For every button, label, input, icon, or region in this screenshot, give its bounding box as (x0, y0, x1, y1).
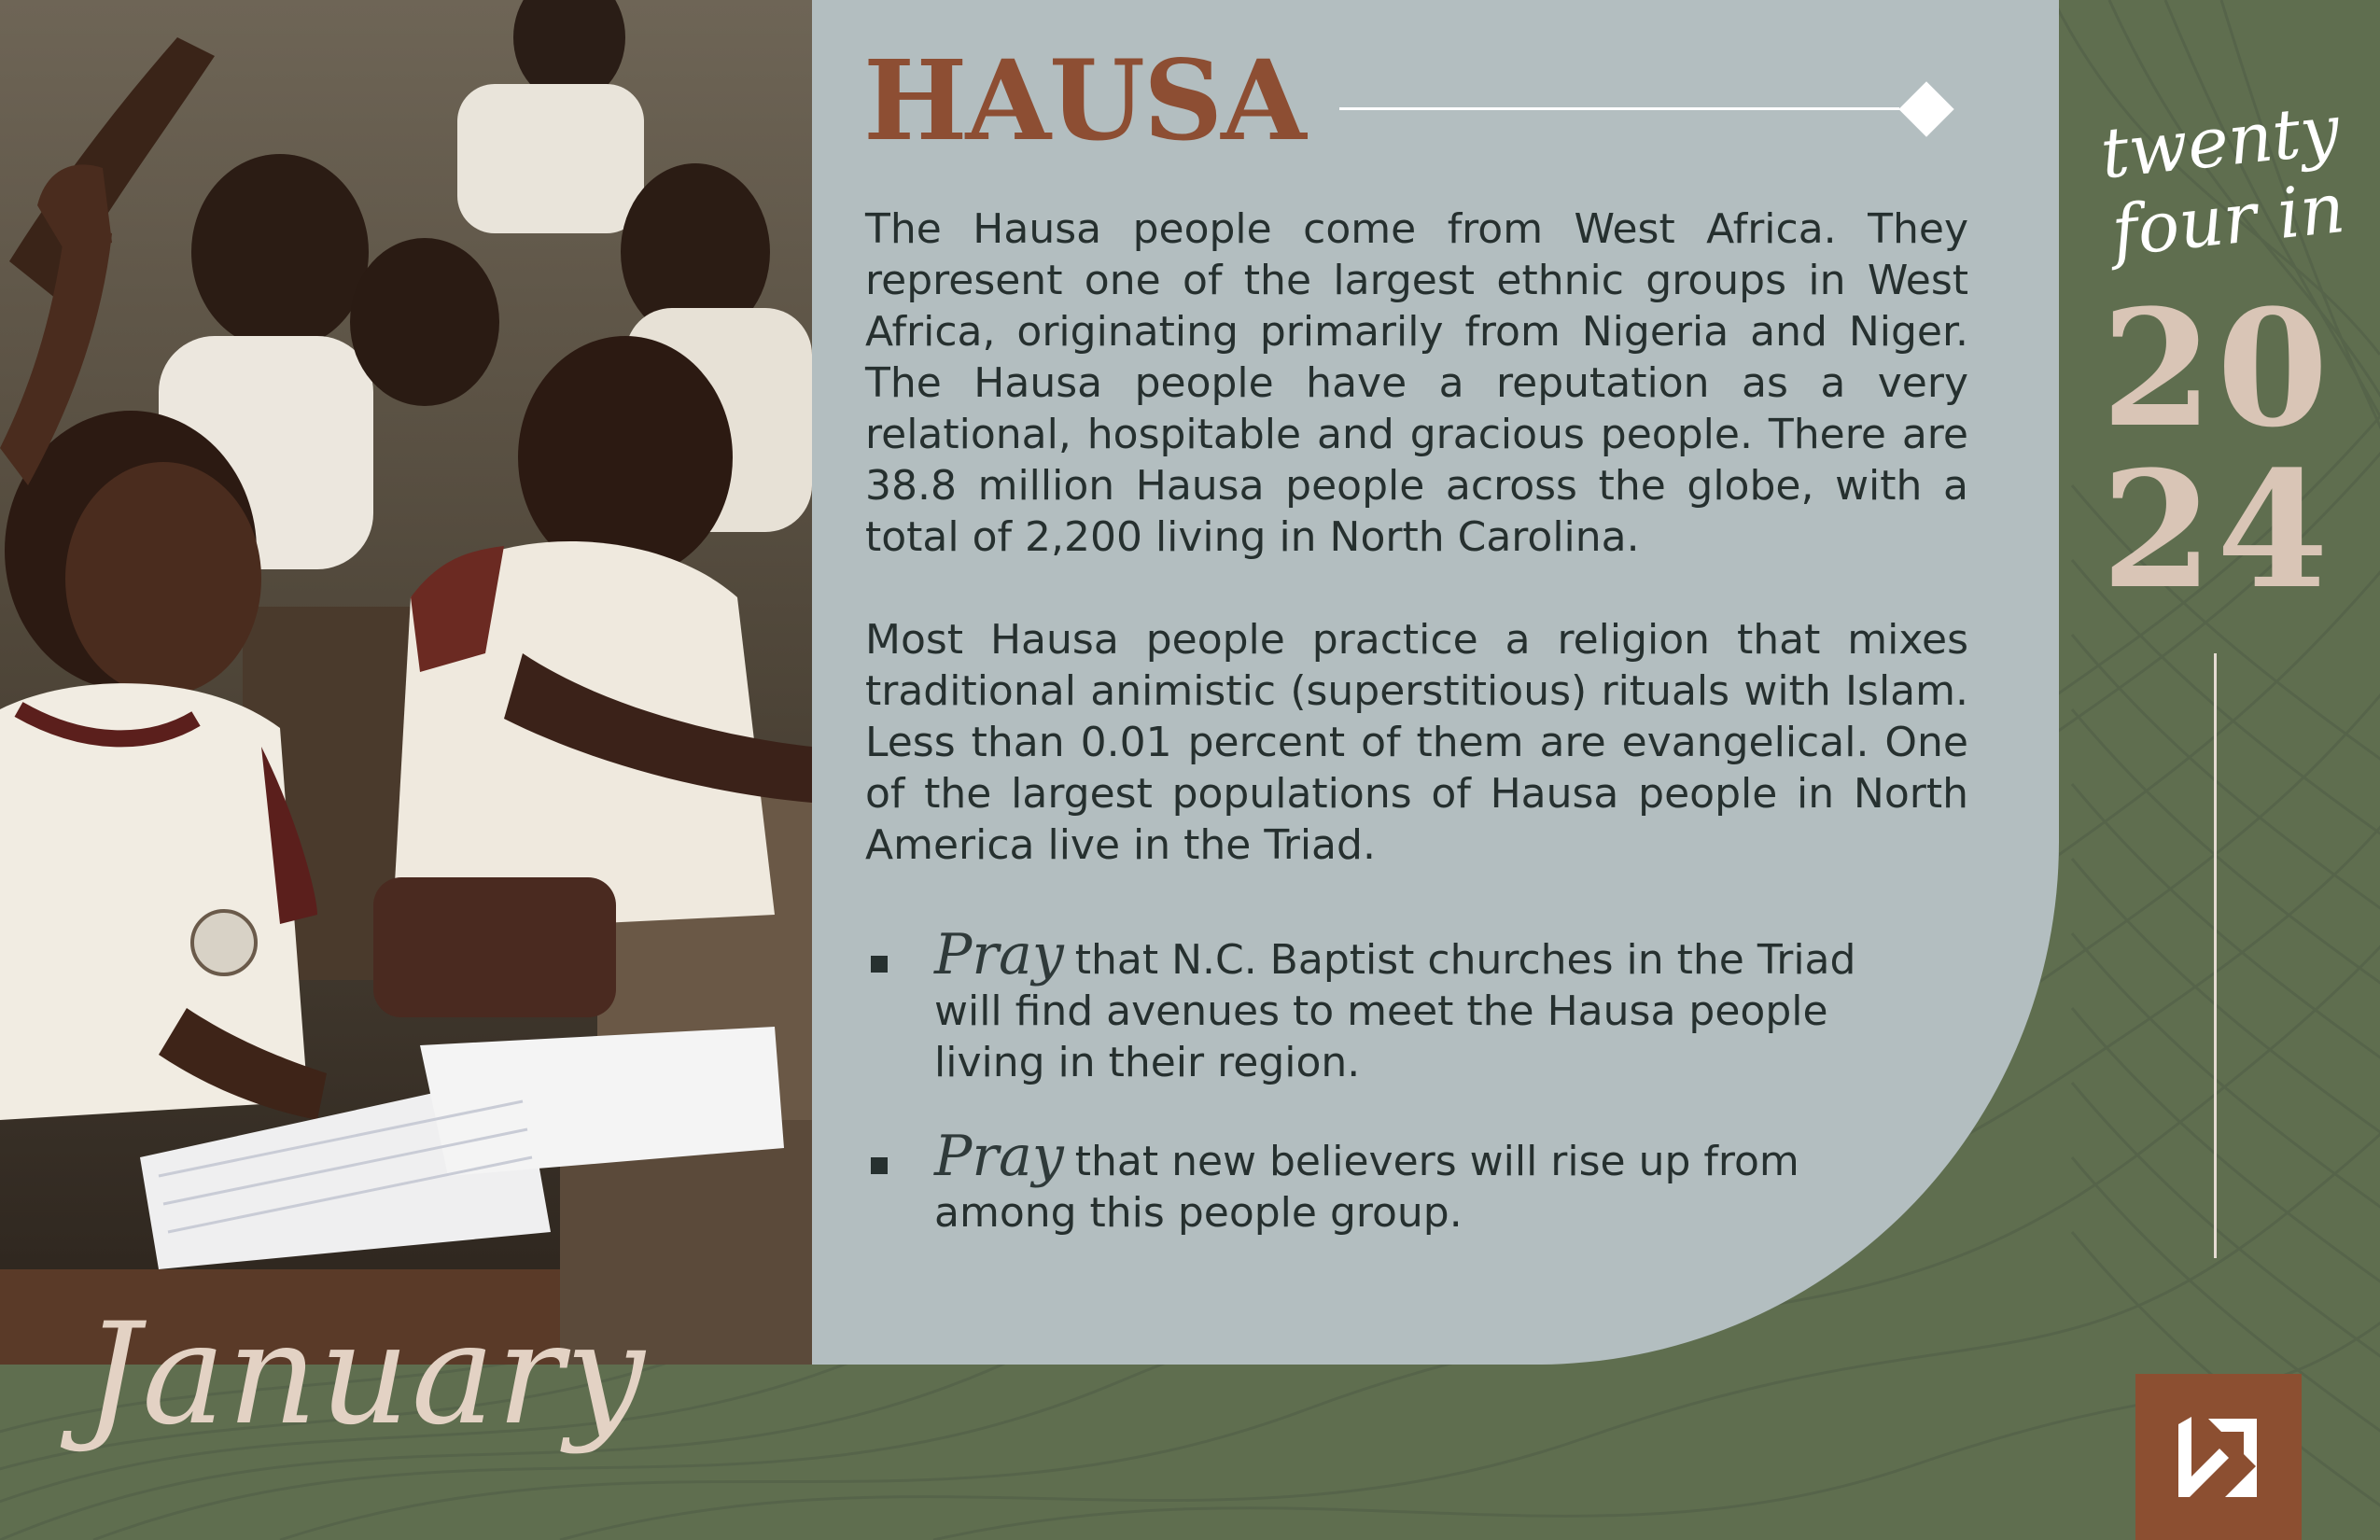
year-bottom-digits: 24 (2101, 435, 2332, 624)
classroom-photo (0, 0, 812, 1365)
twenty-four-in-script (2063, 87, 2380, 275)
sidebar-divider-line (2214, 653, 2217, 1258)
page-title: HAUSA (863, 35, 1305, 165)
square-bullet-icon (871, 1157, 888, 1174)
title-divider-line (1339, 107, 1899, 110)
prayer-item (863, 1124, 1927, 1239)
content-panel (812, 0, 2059, 1365)
prayer-body: that new believers will rise up from among this people group. (934, 1138, 1799, 1237)
intro-paragraph: The Hausa people come from West Africa. They represent one of the largest ethnic groups in West Africa, originating primarily from Nigeria and Niger. The Hausa people have a reputation as a very relational, hospitable and gracious people. There are 38.8 million Hausa people across the globe, with a total of 2,200 living in North Carolina. (865, 205, 1968, 561)
prayer-text (934, 1124, 1799, 1237)
prayer-list (863, 922, 1927, 1283)
religion-paragraph: Most Hausa people practice a religion that mixes traditional animistic (superstitious) rituals with Islam. Less than 0.01 percent of them are evangelical. One of the largest populations of Hausa people in North America live in the Triad. (865, 616, 1968, 869)
script-line-2: four in (2107, 167, 2349, 273)
month-label: January (84, 1294, 647, 1456)
pray-script-word: Pray (934, 922, 1064, 987)
prayer-text (934, 922, 1856, 1086)
diamond-icon (1898, 81, 1953, 136)
pray-script-word: Pray (934, 1124, 1064, 1189)
square-bullet-icon (871, 956, 888, 973)
prayer-body: that N.C. Baptist churches in the Triad will find avenues to meet the Hausa people living in their region. (934, 936, 1856, 1086)
year-top-digits: 20 (2101, 273, 2332, 463)
nc-baptists-logo-icon (2135, 1374, 2302, 1540)
script-line-1: twenty (2096, 90, 2344, 195)
prayer-item (863, 922, 1927, 1088)
